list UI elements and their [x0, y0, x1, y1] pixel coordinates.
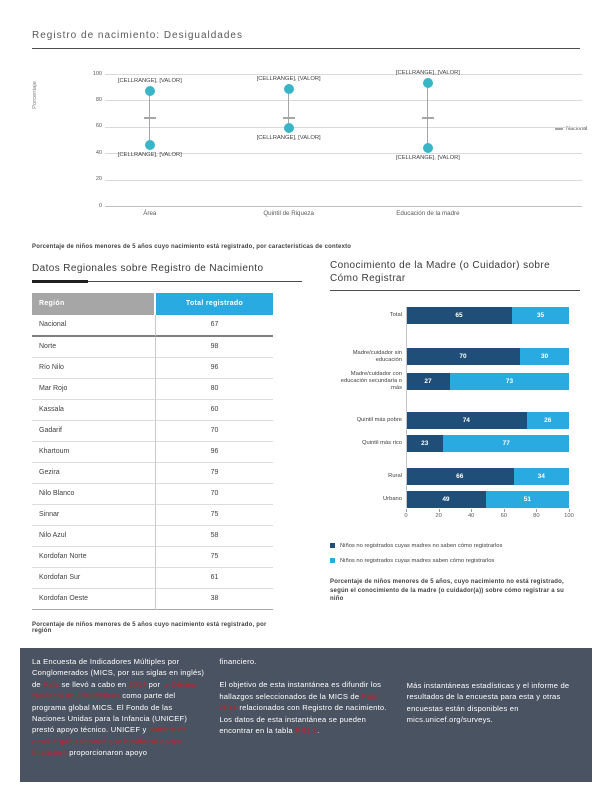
table-row — [32, 421, 273, 442]
data-point-low — [423, 143, 433, 153]
region-cell: Kordofan Sur — [32, 568, 156, 589]
legend-swatch-icon — [330, 558, 335, 563]
region-cell: Kordofan Norte — [32, 547, 156, 568]
region-cell: Nacional — [32, 315, 156, 337]
bar-segment-light — [527, 412, 569, 429]
bar-value-label: 23 — [421, 439, 429, 447]
bar-track — [406, 307, 569, 324]
bar-track — [406, 468, 569, 485]
knowledge-heading: Conocimiento de la Madre (o Cuidador) sobre Cómo Registrar — [330, 260, 551, 284]
bar-track — [406, 491, 569, 508]
bar-row — [330, 412, 580, 429]
bar-track — [406, 412, 569, 429]
bar-value-label: 30 — [540, 353, 549, 360]
region-cell: Sinnar — [32, 505, 156, 526]
x-tick-label: 60 — [500, 512, 508, 519]
bar-value-label: 51 — [523, 495, 532, 503]
table-row — [32, 589, 273, 610]
table-row — [32, 442, 273, 463]
footer-text-segment: como parte del programa global MICS. El Fondo de las Naciones Unidas para la Infancia (UNICEF) prestó apoyo técnico. UNICEF y — [32, 691, 188, 735]
column-header-region: Región — [32, 293, 156, 315]
footer-placeholder-segment: la Oficina Nacional de Estadísticas — [32, 679, 197, 701]
bar-segment-dark — [406, 307, 512, 324]
value-cell: 96 — [156, 358, 273, 379]
data-point-high — [423, 78, 433, 88]
bar-category-label: Rural — [388, 472, 402, 479]
footer-column-3 — [407, 656, 580, 774]
data-point-low — [145, 140, 155, 150]
x-tick — [406, 509, 407, 512]
region-cell: Nilo Azul — [32, 526, 156, 547]
nacional-marker — [283, 117, 295, 119]
bar-segment-light — [443, 435, 569, 452]
x-tick — [504, 509, 505, 512]
bar-track — [406, 348, 569, 365]
regional-table — [32, 293, 273, 610]
bar-value-label: 34 — [537, 472, 545, 480]
x-tick-label: 40 — [467, 512, 475, 519]
y-tick-label: 80 — [95, 96, 102, 103]
bar-category-label: Madre/cuidador con educación secundaria o más — [340, 371, 402, 391]
table-row — [32, 526, 273, 547]
nacional-marker — [422, 117, 434, 119]
region-cell: Río Nilo — [32, 358, 156, 379]
bar-segment-dark — [406, 468, 514, 485]
bar-value-label: 27 — [424, 377, 432, 385]
x-category-label: Quintil de Riqueza — [263, 210, 314, 217]
bar-segment-light — [520, 348, 569, 365]
bar-segment-light — [450, 373, 569, 390]
value-cell: 58 — [156, 526, 273, 547]
bar-value-label: 35 — [536, 312, 545, 319]
y-tick-label: 100 — [92, 70, 102, 77]
footer-text-segment: financiero. — [219, 657, 257, 666]
region-cell: Kordofan Oeste — [32, 589, 156, 610]
x-tick-label: 20 — [435, 512, 442, 519]
table-row — [32, 484, 273, 505]
column-header-total: Total registrado — [156, 293, 273, 315]
table-row — [32, 463, 273, 484]
bar-category-label: Quintil más rico — [362, 439, 402, 446]
footer-note — [20, 648, 592, 782]
footer-text-segment: se llevó a cabo en — [59, 679, 129, 689]
value-cell: 70 — [156, 421, 273, 442]
footer-placeholder-segment: nombre de otras organizaciones que brindaron apoyo financiero — [32, 725, 187, 758]
bar-category-label: Quintil más pobre — [356, 416, 402, 423]
y-tick-label: 0 — [98, 202, 102, 209]
heading-divider — [32, 281, 302, 282]
inequities-dumbbell-chart — [90, 60, 595, 230]
y-tick-label: 60 — [95, 123, 102, 130]
x-tick-label: 0 — [404, 512, 408, 519]
grid-line — [105, 127, 582, 128]
data-point-low — [284, 123, 294, 133]
knowledge-bar-chart — [330, 307, 580, 523]
bar-category-label: Urbano — [382, 495, 402, 502]
legend-item — [330, 558, 580, 564]
value-cell: 60 — [156, 400, 273, 421]
y-tick-label: 40 — [95, 149, 102, 156]
region-cell: Khartoum — [32, 442, 156, 463]
nacional-marker — [144, 117, 156, 119]
data-label-low: [CELLRANGE], [VALOR] — [117, 152, 182, 159]
bar-track — [406, 435, 569, 452]
legend-label: Niños no registrados cuyas madres saben cómo registrarlos — [340, 557, 495, 564]
x-tick — [439, 509, 440, 512]
bar-track — [406, 373, 569, 390]
bar-segment-dark — [406, 435, 443, 452]
data-label-low: [CELLRANGE], [VALOR] — [395, 154, 460, 161]
region-cell: Gadarif — [32, 421, 156, 442]
bar-value-label: 74 — [462, 416, 470, 424]
table-row — [32, 547, 273, 568]
footer-text-segment: El objetivo de esta instantánea es difundir los hallazgos seleccionados de la MICS de — [219, 680, 382, 701]
grid-line — [105, 180, 582, 181]
bar-chart-legend — [330, 543, 580, 564]
bar-row — [330, 371, 580, 392]
table-caption: Porcentaje de niños menores de 5 años cuyo nacimiento está registrado, por región — [32, 621, 267, 634]
region-cell: Nilo Blanco — [32, 484, 156, 505]
legend-item — [330, 543, 580, 549]
nacional-dash-icon — [555, 128, 563, 130]
bar-category-label: Total — [389, 312, 402, 319]
bar-category-label: Madre/cuidador sin educación — [352, 349, 402, 363]
bar-row — [330, 435, 580, 452]
data-label-high: [CELLRANGE], [VALOR] — [256, 75, 321, 82]
data-point-high — [145, 86, 155, 96]
legend-label: Nacional — [566, 126, 588, 132]
bar-segment-dark — [406, 348, 520, 365]
axis-line — [406, 307, 407, 508]
footer-placeholder-segment: 2014 — [128, 679, 147, 689]
value-cell: 98 — [156, 337, 273, 358]
data-label-high: [CELLRANGE], [VALOR] — [395, 70, 460, 77]
value-cell: 96 — [156, 442, 273, 463]
value-cell: 80 — [156, 379, 273, 400]
bar-row — [330, 307, 580, 324]
bar-segment-dark — [406, 373, 450, 390]
value-cell: 75 — [156, 547, 273, 568]
bar-segment-light — [514, 468, 569, 485]
table-row — [32, 400, 273, 421]
bar-value-label: 49 — [442, 495, 450, 503]
value-cell: 67 — [156, 315, 273, 337]
bar-segment-light — [512, 307, 569, 324]
value-cell: 38 — [156, 589, 273, 610]
footer-text-segment: proporcionaron apoyo — [66, 748, 148, 758]
bar-row — [330, 348, 580, 365]
bar-segment-dark — [406, 491, 486, 508]
bar-value-label: 73 — [505, 377, 514, 385]
footer-text-segment: La Encuesta de Indicadores Múltiples por Conglomerados (MICS, por sus siglas en inglés) de — [32, 657, 205, 689]
y-axis-title: Porcentaje — [32, 81, 38, 109]
value-cell: 75 — [156, 505, 273, 526]
x-tick-label: 80 — [533, 512, 540, 519]
legend-label: Niños no registrados cuyas madres no saben cómo registrarlos — [340, 542, 503, 549]
table-row — [32, 315, 273, 337]
bar-chart-caption: Porcentaje de niños menores de 5 años, cuyo nacimiento no está registrado, según el conocimiento de la madre (o cuidador(a)) sobre cómo registrar a su niño — [330, 578, 565, 603]
y-tick-label: 20 — [95, 176, 102, 183]
regional-data-section — [32, 263, 328, 634]
title-divider — [32, 48, 580, 49]
x-category-label: Educación de la madre — [396, 210, 460, 217]
x-tick-label: 100 — [564, 512, 574, 519]
legend-swatch-icon — [330, 543, 335, 548]
chart-caption: Porcentaje de niños menores de 5 años cuyo nacimiento está registrado, por características de contexto — [32, 244, 352, 250]
bar-value-label: 70 — [459, 353, 467, 360]
bar-row — [330, 491, 580, 508]
bar-value-label: 66 — [456, 472, 464, 480]
footer-text-segment: por — [146, 679, 163, 689]
region-cell: Mar Rojo — [32, 379, 156, 400]
data-label-high: [CELLRANGE], [VALOR] — [117, 78, 182, 85]
bar-segment-dark — [406, 412, 527, 429]
footer-placeholder-segment: País 2014 — [219, 691, 378, 713]
x-tick — [471, 509, 472, 512]
data-label-low: [CELLRANGE], [VALOR] — [256, 135, 321, 142]
table-row — [32, 568, 273, 589]
heading-divider — [330, 290, 580, 291]
data-point-high — [284, 84, 294, 94]
x-tick — [569, 509, 570, 512]
x-axis — [406, 509, 576, 523]
bar-value-label: 77 — [502, 439, 510, 447]
page-title: Registro de nacimiento: Desigualdades — [32, 30, 243, 41]
footer-placeholder-segment: PR1.1 — [295, 725, 318, 735]
region-cell: Norte — [32, 337, 156, 358]
regional-heading: Datos Regionales sobre Registro de Nacimiento — [32, 263, 264, 274]
value-cell: 61 — [156, 568, 273, 589]
table-row — [32, 505, 273, 526]
footer-text-segment: Más instantáneas estadísticas y el informe de resultados de la encuesta para esta y otras encuestas están disponibles en mics.unicef.org/surveys. — [406, 681, 570, 725]
bar-value-label: 26 — [544, 416, 552, 424]
x-category-label: Área — [143, 210, 157, 217]
grid-line — [105, 100, 582, 101]
footer-placeholder-segment: País — [43, 679, 60, 689]
bar-segment-light — [486, 491, 569, 508]
table-row — [32, 358, 273, 379]
bar-row — [330, 468, 580, 485]
grid-line — [105, 206, 582, 207]
x-tick — [536, 509, 537, 512]
region-cell: Gezira — [32, 463, 156, 484]
footer-column-2 — [219, 656, 392, 774]
knowledge-section — [330, 260, 580, 604]
region-cell: Kassala — [32, 400, 156, 421]
footer-text-segment: . — [317, 725, 320, 735]
footer-column-1 — [32, 656, 205, 774]
table-row — [32, 337, 273, 358]
value-cell: 70 — [156, 484, 273, 505]
value-cell: 79 — [156, 463, 273, 484]
bar-value-label: 65 — [455, 312, 463, 319]
footer-text-segment: relacionados con Registro de nacimiento. Los datos de esta instantánea se pueden encontrar en la tabla — [219, 703, 387, 735]
table-row — [32, 379, 273, 400]
